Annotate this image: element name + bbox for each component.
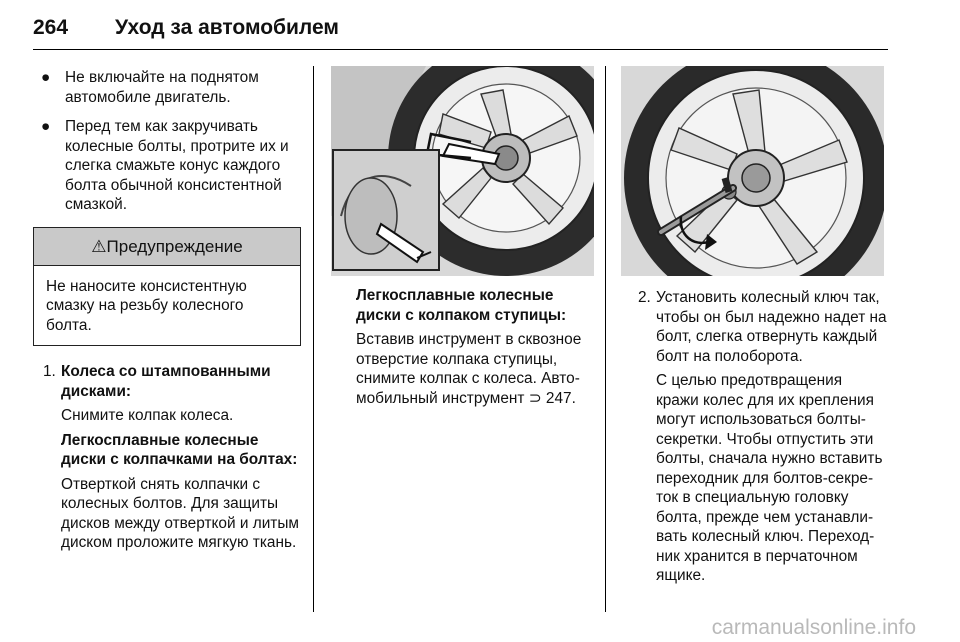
page-reference-icon: ⊃: [528, 389, 542, 407]
page-reference: 247.: [545, 389, 576, 407]
section-heading: Легкосплавные колесные диски с колпаком ступицы:: [356, 287, 567, 324]
bullet-text: Перед тем как закручивать колесные болты, протрите их и слегка смажьте конус каждого болта обычной консистентной смазкой.: [65, 118, 289, 213]
page-number: 264: [33, 16, 69, 39]
bullet-marker: ●: [41, 118, 51, 135]
column-1: [33, 68, 301, 558]
page-header: [33, 16, 888, 46]
column-2: [356, 286, 596, 413]
warning-header: [34, 228, 300, 266]
warning-box: [33, 227, 301, 347]
figure-hub-cap-removal: [331, 66, 594, 276]
header-divider: [33, 49, 888, 50]
chapter-title: Уход за автомобилем: [115, 16, 339, 39]
bullet-marker: ●: [41, 69, 51, 86]
section-text-body: Вставив инструмент в сквозное отверстие колпака ступицы, снимите колпак с колеса. Автомобильный инструмент: [356, 331, 582, 407]
step-2: [628, 288, 888, 586]
column-divider-left: [313, 66, 314, 612]
watermark: carmanualsonline.info: [711, 616, 916, 639]
column-divider-right: [605, 66, 606, 612]
bullet-item: [33, 117, 301, 215]
step-1: [33, 362, 301, 553]
step-text: Отверткой снять колпачки с колесных болтов. Для защиты дисков между отверткой и литым диском проложите мягкую ткань.: [61, 475, 299, 551]
step-number: 1.: [43, 363, 56, 380]
step-heading: Легкосплавные колесные диски с колпачками на болтах:: [61, 431, 298, 468]
warning-text: Не наносите консистентную смазку на резьбу колесного болта.: [46, 277, 247, 334]
step-heading: Колеса со штампованными дисками:: [61, 363, 271, 400]
step-text: С целью предотвращения кражи колес для их крепления могут использоваться болты-секретки. Чтобы отпустить эти болты, сначала нужно вставить переходник для болтов-секреток в специальную головку болта, прежде чем устанавливать колесный ключ. Переходник хранится в перчаточном ящике.: [656, 372, 883, 584]
step-text: Установить колесный ключ так, чтобы он был надежно надет на болт, слегка отвернуть каждый болт на полоборота.: [656, 289, 887, 365]
warning-title: Предупреждение: [106, 236, 243, 256]
step-text: Снимите колпак колеса.: [61, 407, 234, 424]
bullet-text: Не включайте на поднятом автомобиле двигатель.: [65, 69, 259, 106]
step-number: 2.: [638, 289, 651, 306]
section-text: [356, 330, 596, 408]
figure-wheel-wrench: [621, 66, 884, 276]
column-3: [628, 288, 888, 591]
warning-icon: ⚠: [91, 236, 107, 256]
bullet-item: [33, 68, 301, 107]
